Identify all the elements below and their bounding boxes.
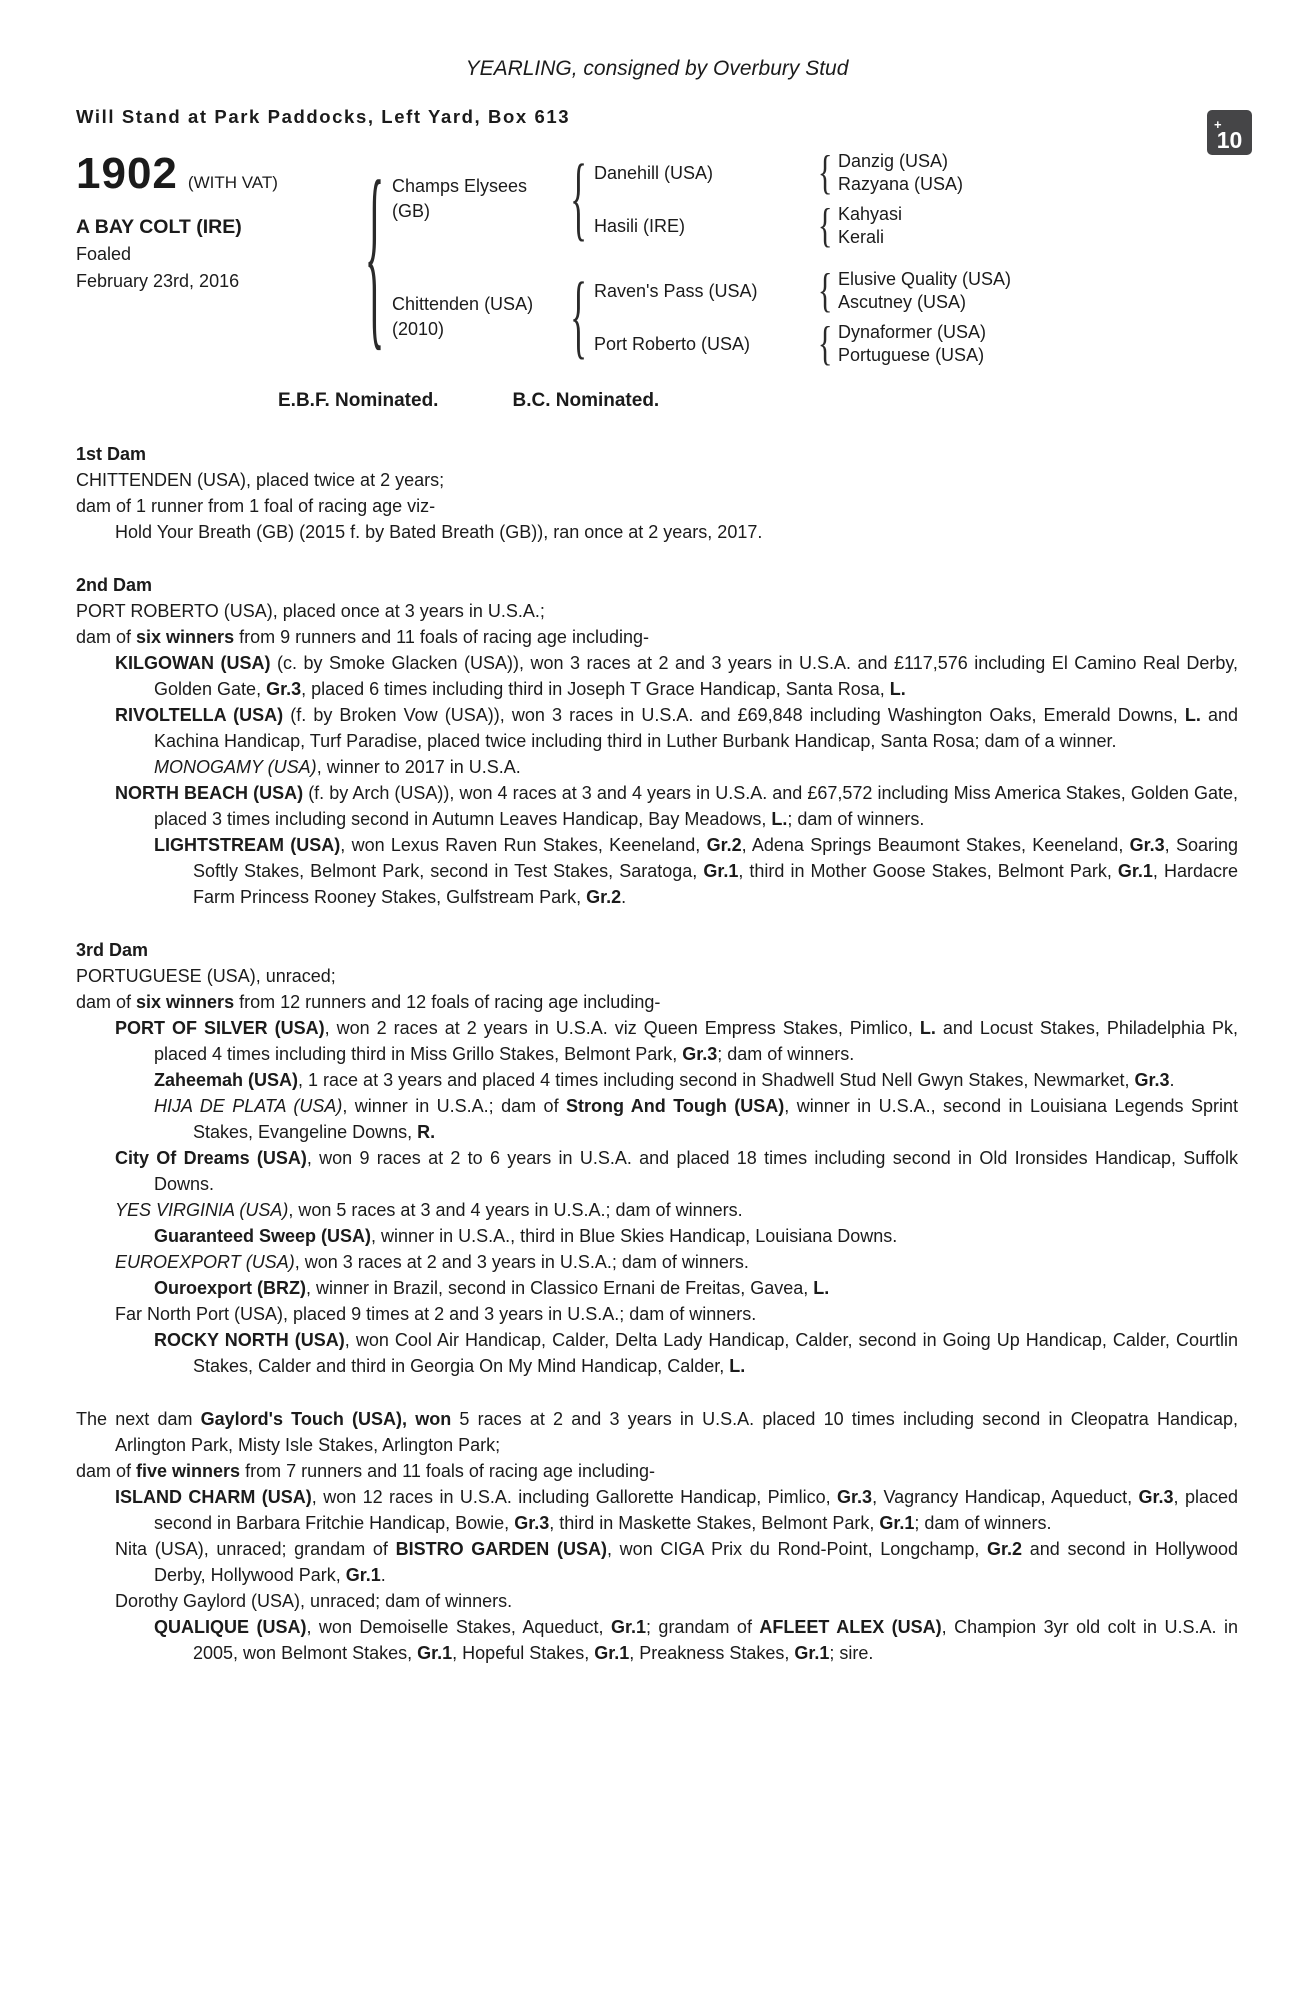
text-run: and second in Hollywood Derby, Hollywood Park, [154, 1539, 1238, 1585]
text-run: ; dam of winners. [717, 1044, 855, 1064]
text-run: Gr.3 [1129, 835, 1165, 855]
sire-parents [594, 146, 963, 252]
pedigree-paragraph [76, 702, 1238, 754]
text-run: six winners [136, 992, 235, 1012]
pedigree-paragraph [76, 1458, 1238, 1484]
pedigree-paragraph [76, 1301, 1238, 1327]
pedigree-paragraph [76, 1406, 1238, 1458]
text-run: Dorothy Gaylord (USA), unraced; dam of winners. [115, 1591, 513, 1611]
text-run: , 1 race at 3 years and placed 4 times including second in Shadwell Stud Nell Gwyn Stakes, Newmarket, [298, 1070, 1135, 1090]
text-run: , won 3 races at 2 and 3 years in U.S.A.; dam of winners. [294, 1252, 749, 1272]
text-run: Gr.1 [345, 1565, 381, 1585]
text-run: Ouroexport (BRZ) [154, 1278, 306, 1298]
pedigree-paragraph [76, 624, 1238, 650]
grandsire-brace: { [817, 146, 833, 199]
text-run: . [621, 887, 627, 907]
foaled-label: Foaled [76, 244, 132, 264]
pedigree-paragraph [76, 1067, 1238, 1093]
text-run: Gr.1 [1117, 861, 1153, 881]
sire-block [392, 146, 1011, 252]
text-run: L. [889, 679, 906, 699]
text-run: Gr.2 [586, 887, 622, 907]
text-run: YES VIRGINIA (USA) [115, 1200, 289, 1220]
granddam-row [594, 317, 1011, 370]
text-run: L. [919, 1018, 936, 1038]
grandsire-brace: { [817, 264, 833, 317]
lot-block [76, 140, 358, 376]
text-run: . [380, 1565, 386, 1585]
text-run: R. [417, 1122, 436, 1142]
text-run: , third in Mother Goose Stakes, Belmont Park, [738, 861, 1118, 881]
text-run: L. [771, 809, 788, 829]
pedigree-paragraph [76, 1223, 1238, 1249]
pedigree-paragraph [76, 650, 1238, 702]
dam-name-line2: (2010) [392, 319, 445, 339]
text-run: Gr.2 [706, 835, 742, 855]
text-run: ; grandam of [645, 1617, 760, 1637]
text-run: , third in Maskette Stakes, Belmont Park, [549, 1513, 880, 1533]
text-run: dam of 1 runner from 1 foal of racing age viz- [76, 496, 436, 516]
text-run: dam of [76, 992, 137, 1012]
text-run: EUROEXPORT (USA) [115, 1252, 295, 1272]
text-run: Gr.3 [837, 1487, 873, 1507]
grandsire-name: Raven's Pass (USA) [594, 280, 758, 301]
text-run: Guaranteed Sweep (USA) [154, 1226, 372, 1246]
pedigree-paragraph [76, 989, 1238, 1015]
text-run: 5 races at 2 and 3 years in U.S.A. placed 10 times including second in Cleopatra Handicap, Arlington Park, Misty Isle Stakes, Arlington Park; [115, 1409, 1239, 1455]
pedigree-tree [392, 140, 1011, 376]
text-run: ISLAND CHARM (USA) [115, 1487, 312, 1507]
granddam-brace: { [817, 199, 833, 252]
horse-description: A BAY COLT (IRE) [76, 216, 242, 238]
pedigree-paragraph [76, 963, 1238, 989]
text-run: Gr.1 [610, 1617, 646, 1637]
dam-section [76, 1406, 1238, 1666]
pedigree-paragraph [76, 1275, 1238, 1301]
text-run: , Vagrancy Handicap, Aqueduct, [872, 1487, 1139, 1507]
pedigree-paragraph [76, 519, 1238, 545]
text-run: from 9 runners and 11 foals of racing age including- [234, 627, 649, 647]
pedigree-paragraph [76, 1614, 1238, 1666]
text-run: ; dam of winners. [914, 1513, 1052, 1533]
bc-nomination: B.C. Nominated. [512, 390, 660, 411]
page-number-badge [1207, 110, 1252, 155]
pedigree-table [76, 140, 1238, 376]
text-run: (f. by Broken Vow (USA)), won 3 races in U.S.A. and £69,848 including Washington Oaks, Emerald Downs, [283, 705, 1185, 725]
great-grandparent-name: Danzig (USA) [838, 151, 949, 171]
text-run: LIGHTSTREAM (USA) [154, 835, 341, 855]
text-run: Gr.3 [1134, 1070, 1170, 1090]
text-run: PORT ROBERTO (USA), placed once at 3 years in U.S.A.; [76, 601, 545, 621]
text-run: , placed 6 times including third in Joseph T Grace Handicap, Santa Rosa, [301, 679, 890, 699]
sire-brace: { [570, 145, 588, 251]
dam-parents [594, 264, 1011, 370]
grandsire-parents [838, 150, 963, 195]
granddam-name: Hasili (IRE) [594, 215, 686, 236]
text-run: CHITTENDEN (USA), placed twice at 2 years; [76, 470, 445, 490]
text-run: , winner to 2017 in U.S.A. [316, 757, 521, 777]
pedigree-paragraph [76, 1588, 1238, 1614]
pedigree-sections [76, 441, 1238, 1666]
text-run: , Champion 3yr old colt in U.S.A. in 2005, won Belmont Stakes, [193, 1617, 1239, 1663]
text-run: , won CIGA Prix du Rond-Point, Longchamp, [606, 1539, 988, 1559]
pedigree-paragraph [76, 467, 1238, 493]
dam-block [392, 264, 1011, 370]
foaled-date: February 23rd, 2016 [76, 271, 240, 291]
great-grandparent-name: Elusive Quality (USA) [838, 269, 1012, 289]
pedigree-paragraph [76, 1536, 1238, 1588]
text-run: , won Demoiselle Stakes, Aqueduct, [306, 1617, 611, 1637]
text-run: , won 12 races in U.S.A. including Gallorette Handicap, Pimlico, [311, 1487, 838, 1507]
text-run: L. [729, 1356, 746, 1376]
text-run: Gr.3 [682, 1044, 718, 1064]
section-heading: 3rd Dam [76, 940, 149, 960]
pedigree-paragraph [76, 1015, 1238, 1067]
text-run: RIVOLTELLA (USA) [115, 705, 284, 725]
text-run: Gr.3 [266, 679, 302, 699]
text-run: HIJA DE PLATA (USA) [154, 1096, 343, 1116]
text-run: , won 2 races at 2 years in U.S.A. viz Queen Empress Stakes, Pimlico, [324, 1018, 920, 1038]
text-run: (f. by Arch (USA)), won 4 races at 3 and 4 years in U.S.A. and £67,572 including Miss America Stakes, Golden Gate, placed 3 times including second in Autumn Leaves Handicap, Bay Meadows, [154, 783, 1238, 829]
grandsire-row [594, 146, 964, 199]
text-run: ; sire. [829, 1643, 874, 1663]
text-run: from 12 runners and 12 foals of racing age including- [234, 992, 661, 1012]
text-run: Gr.1 [879, 1513, 915, 1533]
text-run: , winner in U.S.A., third in Blue Skies Handicap, Louisiana Downs. [371, 1226, 898, 1246]
pedigree-main-brace: { [365, 141, 385, 370]
pedigree-paragraph [76, 1249, 1238, 1275]
granddam-parents [838, 321, 986, 366]
text-run: Strong And Tough (USA) [566, 1096, 785, 1116]
granddam-name: Port Roberto (USA) [594, 333, 751, 354]
text-run: BISTRO GARDEN (USA) [395, 1539, 607, 1559]
text-run: Gr.1 [703, 861, 739, 881]
text-run: , Hopeful Stakes, [452, 1643, 595, 1663]
dam-section [76, 937, 1238, 1379]
text-run: L. [813, 1278, 830, 1298]
text-run: Far North Port (USA), placed 9 times at 2 and 3 years in U.S.A.; dam of winners. [115, 1304, 757, 1324]
ebf-nomination: E.B.F. Nominated. [278, 390, 439, 411]
text-run: Zaheemah (USA) [154, 1070, 299, 1090]
text-run: and Locust Stakes, Philadelphia Pk, placed 4 times including third in Miss Grillo Stakes, Belmont Park, [154, 1018, 1238, 1064]
grandsire-name: Danehill (USA) [594, 162, 714, 183]
text-run: six winners [136, 627, 235, 647]
granddam-parents [838, 203, 902, 248]
section-heading: 1st Dam [76, 444, 147, 464]
text-run: Nita (USA), unraced; grandam of [115, 1539, 396, 1559]
lot-number-line [76, 150, 358, 198]
pedigree-paragraph [76, 598, 1238, 624]
text-run: Hold Your Breath (GB) (2015 f. by Bated Breath (GB)), ran once at 2 years, 2017. [115, 522, 763, 542]
section-heading: 2nd Dam [76, 575, 153, 595]
nominations-line [76, 388, 1238, 414]
text-run: , won 9 races at 2 to 6 years in U.S.A. and placed 18 times including second in Old Ironsides Handicap, Suffolk Downs. [154, 1148, 1238, 1194]
text-run: PORT OF SILVER (USA) [115, 1018, 325, 1038]
pedigree-paragraph [76, 1145, 1238, 1197]
text-run: , Soaring Softly Stakes, Belmont Park, second in Test Stakes, Saratoga, [193, 835, 1238, 881]
pedigree-paragraph [76, 832, 1238, 910]
text-run: , winner in U.S.A.; dam of [342, 1096, 567, 1116]
dam-section [76, 441, 1238, 545]
sire-name-line2: (GB) [392, 201, 430, 221]
text-run: , won Cool Air Handicap, Calder, Delta Lady Handicap, Calder, second in Going Up Handicap, Calder, Courtlin Stakes, Calder and third in Georgia On My Mind Handicap, Calder, [193, 1330, 1238, 1376]
text-run: L. [1184, 705, 1201, 725]
text-run: , Preakness Stakes, [629, 1643, 795, 1663]
text-run: Gr.1 [794, 1643, 830, 1663]
text-run: PORTUGUESE (USA), unraced; [76, 966, 336, 986]
pedigree-paragraph [76, 754, 1238, 780]
great-grandparent-name: Kerali [838, 226, 885, 247]
grandsire-parents [838, 268, 1011, 313]
granddam-row [594, 199, 963, 252]
text-run: Gr.3 [514, 1513, 550, 1533]
pedigree-paragraph [76, 493, 1238, 519]
text-run: dam of [76, 627, 137, 647]
text-run: The next dam [76, 1409, 201, 1429]
great-grandparent-name: Ascutney (USA) [838, 291, 967, 312]
text-run: dam of [76, 1461, 137, 1481]
great-grandparent-name: Razyana (USA) [838, 173, 964, 194]
dam-name [392, 292, 564, 342]
text-run: QUALIQUE (USA) [154, 1617, 307, 1637]
granddam-brace: { [817, 317, 833, 370]
text-run: , won Lexus Raven Run Stakes, Keeneland, [340, 835, 707, 855]
pedigree-paragraph [76, 1484, 1238, 1536]
dam-name-line1: Chittenden (USA) [392, 294, 534, 314]
text-run: ; dam of winners. [787, 809, 925, 829]
text-run: AFLEET ALEX (USA) [759, 1617, 942, 1637]
lot-vat-note: (WITH VAT) [187, 173, 278, 192]
text-run: , Adena Springs Beaumont Stakes, Keeneland, [741, 835, 1130, 855]
text-run: (c. by Smoke Glacken (USA)), won 3 races at 2 and 3 years in U.S.A. and £117,576 including El Camino Real Derby, Golden Gate, [154, 653, 1239, 699]
text-run: Gr.1 [417, 1643, 453, 1663]
text-run: KILGOWAN (USA) [115, 653, 271, 673]
text-run: MONOGAMY (USA) [154, 757, 317, 777]
dam-section [76, 572, 1238, 910]
text-run: . [1169, 1070, 1175, 1090]
great-grandparent-name: Portuguese (USA) [838, 344, 985, 365]
pedigree-paragraph [76, 1327, 1238, 1379]
text-run: Gaylord's Touch (USA), won [200, 1409, 452, 1429]
text-run: , Hardacre Farm Princess Rooney Stakes, Gulfstream Park, [193, 861, 1238, 907]
great-grandparent-name: Dynaformer (USA) [838, 322, 987, 342]
text-run: Gr.2 [987, 1539, 1023, 1559]
text-run: Gr.1 [594, 1643, 630, 1663]
text-run: NORTH BEACH (USA) [115, 783, 304, 803]
pedigree-paragraph [76, 1197, 1238, 1223]
text-run: , placed second in Barbara Fritchie Handicap, Bowie, [154, 1487, 1238, 1533]
pedigree-paragraph [76, 780, 1238, 832]
badge-number: 10 [1216, 127, 1243, 153]
text-run: and Kachina Handicap, Turf Paradise, placed twice including third in Luther Burbank Handicap, Santa Rosa; dam of a winner. [154, 705, 1238, 751]
dam-brace: { [570, 263, 588, 369]
pedigree-paragraph [76, 1093, 1238, 1145]
text-run: City Of Dreams (USA) [115, 1148, 307, 1168]
text-run: ROCKY NORTH (USA) [154, 1330, 345, 1350]
text-run: , winner in Brazil, second in Classico Ernani de Freitas, Gavea, [306, 1278, 814, 1298]
text-run: Gr.3 [1138, 1487, 1174, 1507]
text-run: , winner in U.S.A., second in Louisiana Legends Sprint Stakes, Evangeline Downs, [193, 1096, 1238, 1142]
text-run: , won 5 races at 3 and 4 years in U.S.A.; dam of winners. [288, 1200, 743, 1220]
text-run: five winners [136, 1461, 241, 1481]
stand-location-line: Will Stand at Park Paddocks, Left Yard, Box 613 [76, 106, 571, 127]
consignor-line: YEARLING, consigned by Overbury Stud [465, 57, 849, 80]
lot-number: 1902 [76, 149, 178, 198]
sire-name-line1: Champs Elysees [392, 176, 528, 196]
grandsire-row [594, 264, 1012, 317]
badge-plus-icon: + [1214, 117, 1222, 132]
text-run: from 7 runners and 11 foals of racing age including- [240, 1461, 655, 1481]
sire-name [392, 174, 564, 224]
great-grandparent-name: Kahyasi [838, 204, 903, 224]
